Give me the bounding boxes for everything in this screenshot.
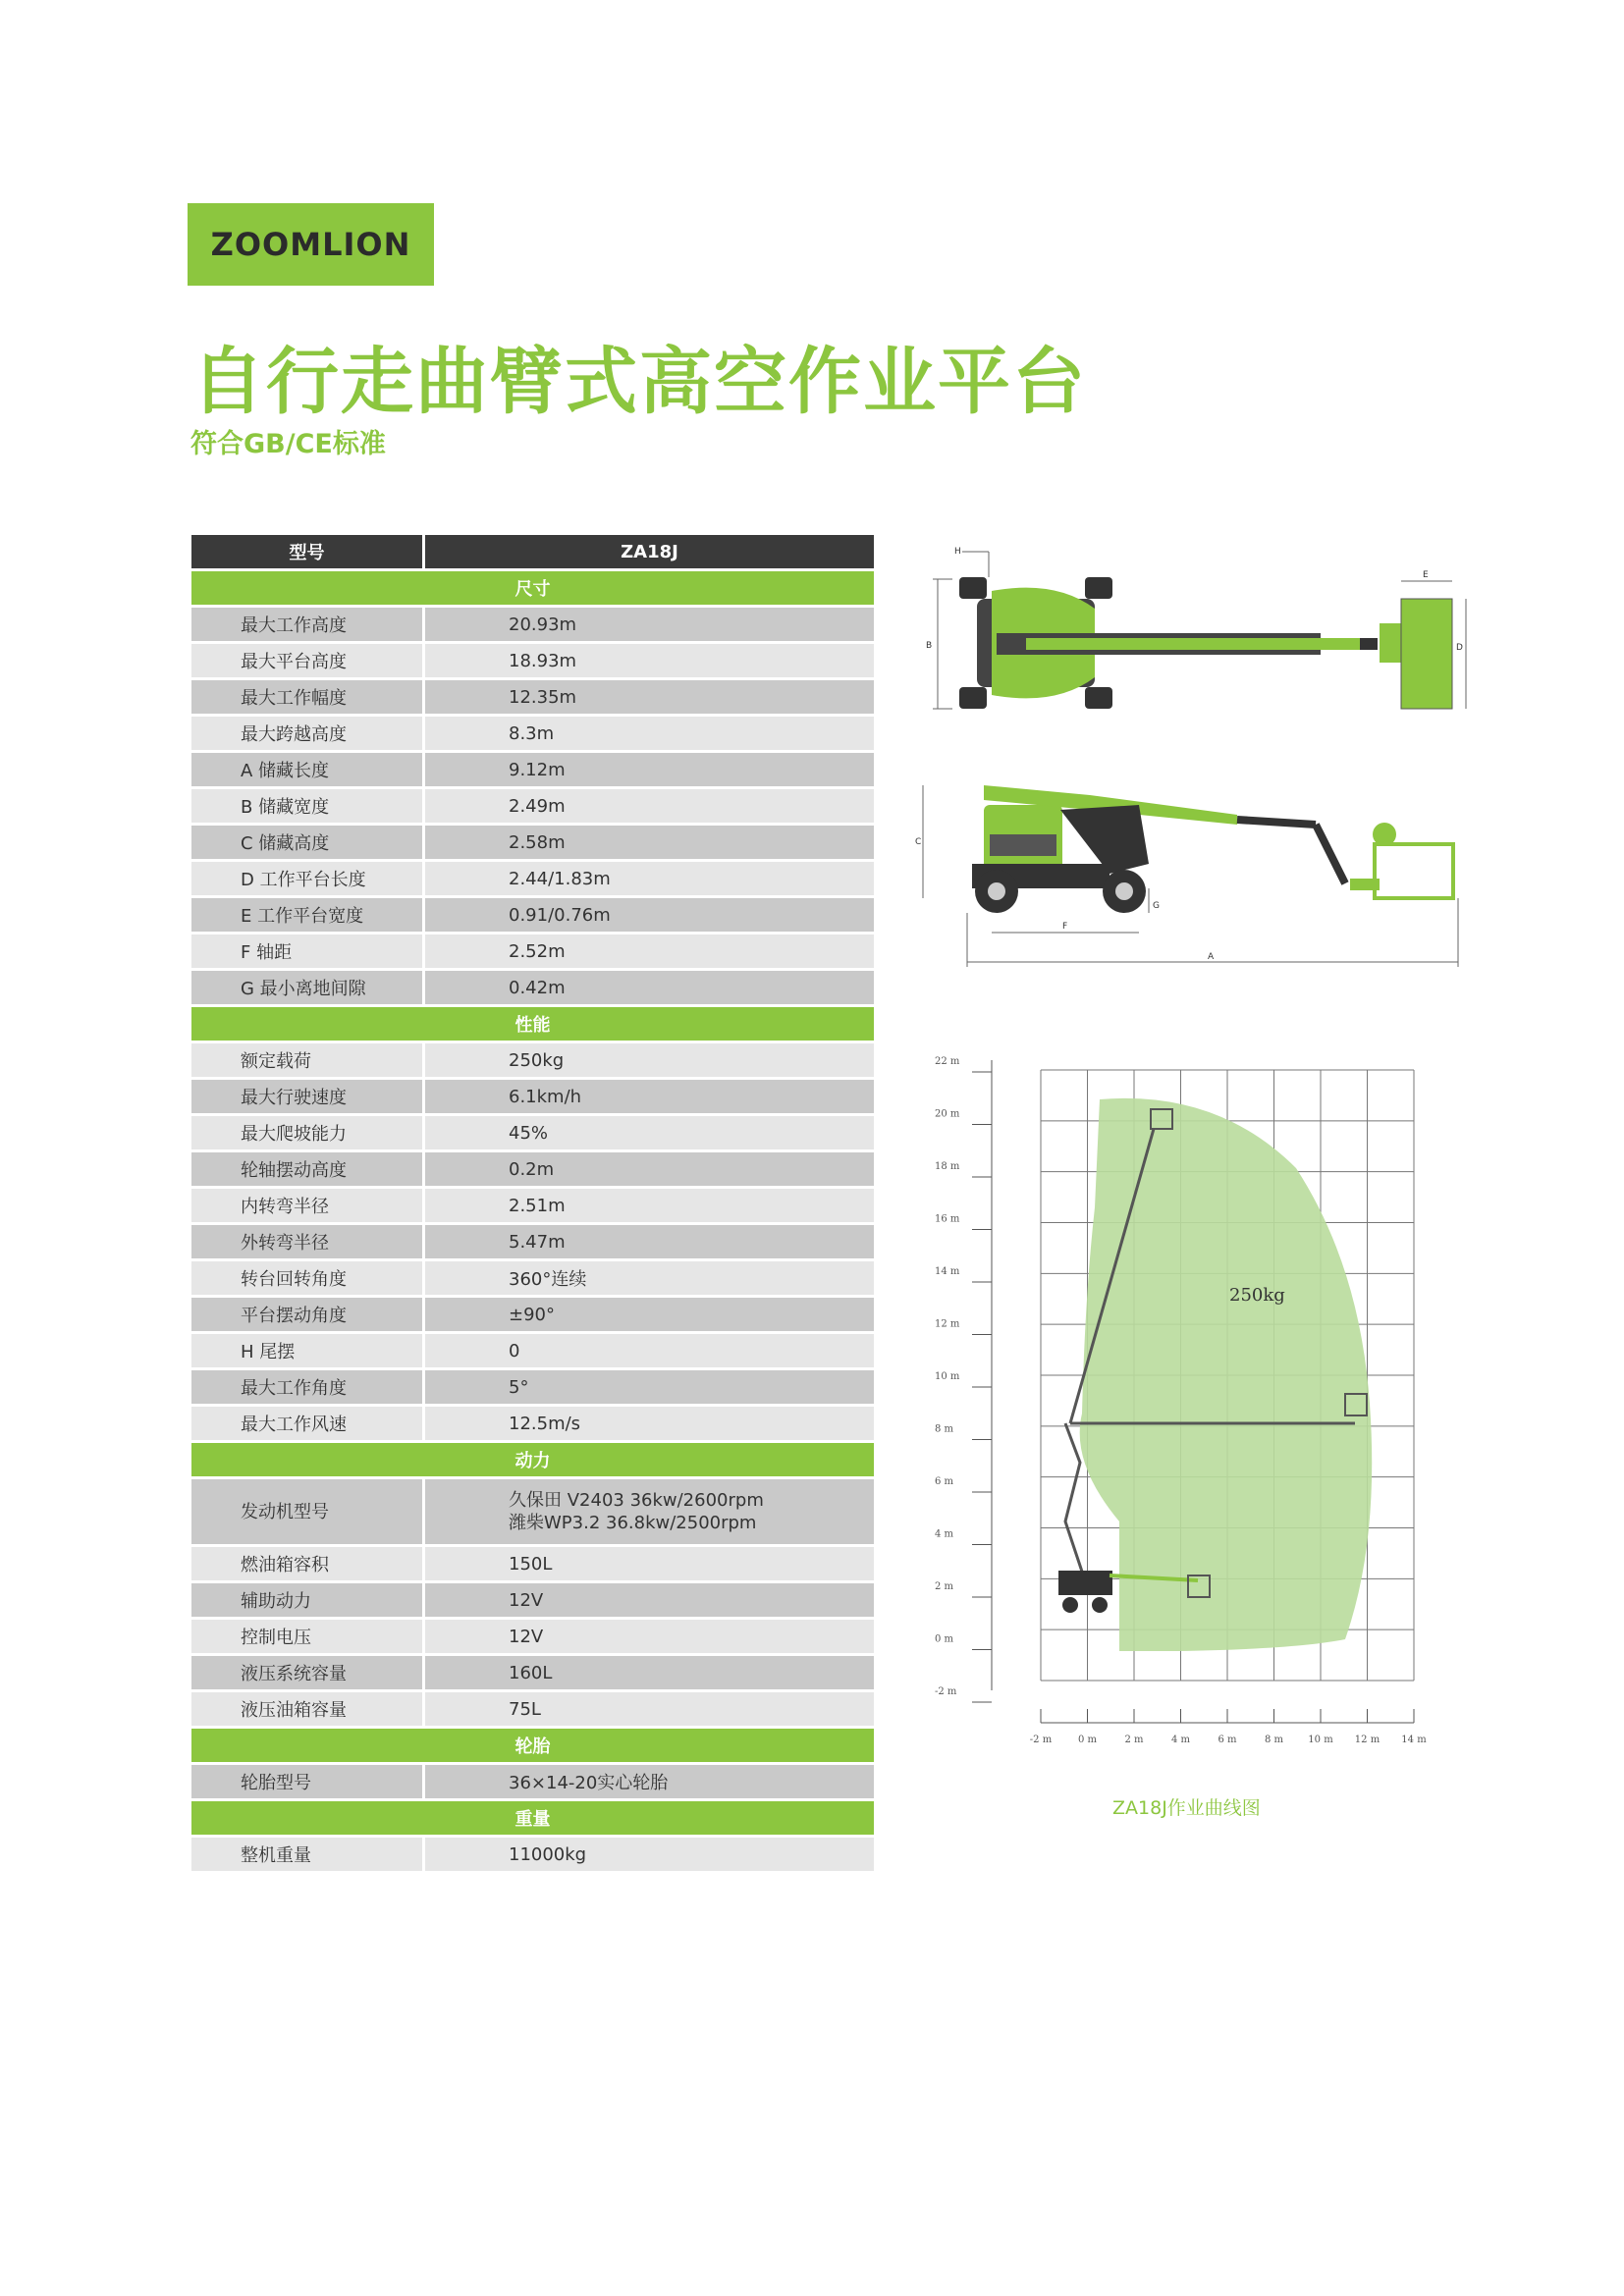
label-a: A	[1208, 952, 1215, 962]
x-tick-label: 6 m	[1218, 1735, 1237, 1745]
row-value: 9.12m	[425, 753, 874, 786]
row-value: 18.93m	[425, 644, 874, 677]
row-label: H 尾摆	[191, 1334, 425, 1367]
table-row	[191, 1765, 874, 1798]
table-row	[191, 1116, 874, 1149]
table-row	[191, 1583, 874, 1617]
brand-name: ZOOMLION	[210, 226, 411, 263]
row-value: 11000kg	[425, 1838, 874, 1871]
row-value: ±90°	[425, 1298, 874, 1331]
row-label: 轮轴摆动高度	[191, 1152, 425, 1186]
side-view-drawing	[913, 766, 1473, 982]
row-label: 发动机型号	[191, 1479, 425, 1544]
y-tick-label: 12 m	[935, 1318, 960, 1330]
y-tick-label: 8 m	[935, 1423, 954, 1435]
row-value: 2.51m	[425, 1189, 874, 1222]
table-row	[191, 971, 874, 1004]
section-title: 尺寸	[191, 571, 874, 605]
row-label: 最大爬坡能力	[191, 1116, 425, 1149]
row-value: 0.42m	[425, 971, 874, 1004]
table-row	[191, 1692, 874, 1726]
y-tick-label: 22 m	[935, 1056, 960, 1067]
table-row	[191, 1479, 874, 1544]
row-value: 150L	[425, 1547, 874, 1580]
row-label: 平台摆动角度	[191, 1298, 425, 1331]
row-value: 2.58m	[425, 826, 874, 859]
row-label: 转台回转角度	[191, 1261, 425, 1295]
top-view-outline	[933, 552, 1466, 709]
row-label: 内转弯半径	[191, 1189, 425, 1222]
y-tick-label: 20 m	[935, 1108, 960, 1120]
table-row	[191, 1080, 874, 1113]
row-value: 75L	[425, 1692, 874, 1726]
table-row	[191, 1547, 874, 1580]
y-tick-label: 10 m	[935, 1371, 960, 1382]
table-row	[191, 898, 874, 932]
table-header	[191, 535, 874, 568]
row-value: 2.44/1.83m	[425, 862, 874, 895]
row-label: A 储藏长度	[191, 753, 425, 786]
row-value: 8.3m	[425, 717, 874, 750]
section-title: 重量	[191, 1801, 874, 1835]
row-label: D 工作平台长度	[191, 862, 425, 895]
label-h: H	[954, 547, 961, 557]
row-label: 最大工作角度	[191, 1370, 425, 1404]
row-value: 0	[425, 1334, 874, 1367]
row-value: 2.52m	[425, 934, 874, 968]
row-label: 辅助动力	[191, 1583, 425, 1617]
row-label: 最大跨越高度	[191, 717, 425, 750]
table-row	[191, 826, 874, 859]
row-value: 5°	[425, 1370, 874, 1404]
row-value: 36×14-20实心轮胎	[425, 1765, 874, 1798]
row-label: 控制电压	[191, 1620, 425, 1653]
y-tick-label: 14 m	[935, 1266, 960, 1277]
chart-caption: ZA18J作业曲线图	[1112, 1797, 1261, 1819]
row-label: 额定载荷	[191, 1043, 425, 1077]
table-row	[191, 1152, 874, 1186]
y-tick-label: -2 m	[935, 1686, 957, 1697]
label-c: C	[915, 837, 922, 847]
table-row	[191, 1407, 874, 1440]
label-d: D	[1456, 643, 1463, 653]
row-value: 2.49m	[425, 789, 874, 823]
row-label: 燃油箱容积	[191, 1547, 425, 1580]
section-title: 轮胎	[191, 1729, 874, 1762]
row-value: 12.5m/s	[425, 1407, 874, 1440]
label-g: G	[1153, 901, 1160, 911]
table-row	[191, 1334, 874, 1367]
row-value: 0.2m	[425, 1152, 874, 1186]
table-row	[191, 1261, 874, 1295]
table-row	[191, 1370, 874, 1404]
row-label: 最大平台高度	[191, 644, 425, 677]
table-row	[191, 753, 874, 786]
y-tick-label: 2 m	[935, 1581, 954, 1592]
section-title: 性能	[191, 1007, 874, 1041]
page-title: 自行走曲臂式高空作业平台	[191, 340, 1087, 424]
spec-table	[191, 532, 874, 1874]
row-label: 轮胎型号	[191, 1765, 425, 1798]
table-row	[191, 1298, 874, 1331]
header-value: ZA18J	[425, 535, 874, 568]
row-label: G 最小离地间隙	[191, 971, 425, 1004]
row-value: 360°连续	[425, 1261, 874, 1295]
table-row	[191, 644, 874, 677]
row-label: E 工作平台宽度	[191, 898, 425, 932]
row-value: 0.91/0.76m	[425, 898, 874, 932]
row-label: 最大工作高度	[191, 608, 425, 641]
row-label: 最大工作幅度	[191, 680, 425, 714]
row-value: 12V	[425, 1583, 874, 1617]
table-row	[191, 1838, 874, 1871]
row-value: 160L	[425, 1656, 874, 1689]
row-value: 12.35m	[425, 680, 874, 714]
row-label: 最大工作风速	[191, 1407, 425, 1440]
section-header	[191, 1801, 874, 1835]
row-value	[425, 1479, 874, 1544]
label-e: E	[1423, 570, 1429, 580]
table-row	[191, 1189, 874, 1222]
page-subtitle: 符合GB/CE标准	[190, 429, 386, 459]
row-value: 6.1km/h	[425, 1080, 874, 1113]
section-title: 动力	[191, 1443, 874, 1476]
x-axis-ticks	[1030, 1709, 1427, 1745]
row-value: 250kg	[425, 1043, 874, 1077]
row-label: 整机重量	[191, 1838, 425, 1871]
table-row	[191, 1620, 874, 1653]
header-label: 型号	[191, 535, 425, 568]
y-tick-label: 6 m	[935, 1476, 954, 1487]
y-tick-label: 16 m	[935, 1213, 960, 1225]
x-tick-label: 0 m	[1077, 1735, 1098, 1745]
label-f: F	[1062, 922, 1068, 932]
x-tick-label: 14 m	[1401, 1735, 1427, 1745]
x-tick-label: -2 m	[1029, 1735, 1053, 1745]
working-envelope	[1080, 1098, 1373, 1651]
row-value: 45%	[425, 1116, 874, 1149]
row-label: 外转弯半径	[191, 1225, 425, 1258]
section-header	[191, 1729, 874, 1762]
label-b: B	[926, 641, 933, 651]
row-label: F 轴距	[191, 934, 425, 968]
row-value: 20.93m	[425, 608, 874, 641]
row-value-line2: 潍柴WP3.2 36.8kw/2500rpm	[509, 1513, 757, 1533]
x-tick-label: 8 m	[1264, 1735, 1284, 1745]
table-row	[191, 1225, 874, 1258]
y-tick-label: 4 m	[935, 1528, 954, 1540]
x-tick-label: 4 m	[1170, 1735, 1191, 1745]
y-tick-label: 18 m	[935, 1161, 960, 1172]
table-row	[191, 1656, 874, 1689]
x-tick-label: 12 m	[1354, 1735, 1380, 1745]
table-row	[191, 789, 874, 823]
row-value: 5.47m	[425, 1225, 874, 1258]
table-row	[191, 934, 874, 968]
side-view-outline	[923, 785, 1458, 967]
section-header	[191, 1443, 874, 1476]
row-value: 12V	[425, 1620, 874, 1653]
x-tick-label: 10 m	[1308, 1735, 1333, 1745]
row-label: 最大行驶速度	[191, 1080, 425, 1113]
top-view-drawing	[918, 540, 1468, 717]
y-axis-ticks	[935, 1056, 992, 1702]
table-row	[191, 680, 874, 714]
row-label: 液压油箱容量	[191, 1692, 425, 1726]
row-label: 液压系统容量	[191, 1656, 425, 1689]
row-value-line1: 久保田 V2403 36kw/2600rpm	[509, 1490, 764, 1511]
table-row	[191, 608, 874, 641]
row-label: B 储藏宽度	[191, 789, 425, 823]
x-tick-label: 2 m	[1124, 1735, 1144, 1745]
load-label: 250kg	[1229, 1285, 1285, 1306]
section-header	[191, 1007, 874, 1041]
brand-logo	[188, 203, 434, 286]
table-row	[191, 717, 874, 750]
y-tick-label: 0 m	[935, 1633, 954, 1645]
row-label: C 储藏高度	[191, 826, 425, 859]
working-range-chart	[923, 1050, 1453, 1767]
section-header	[191, 571, 874, 605]
table-row	[191, 1043, 874, 1077]
table-row	[191, 862, 874, 895]
